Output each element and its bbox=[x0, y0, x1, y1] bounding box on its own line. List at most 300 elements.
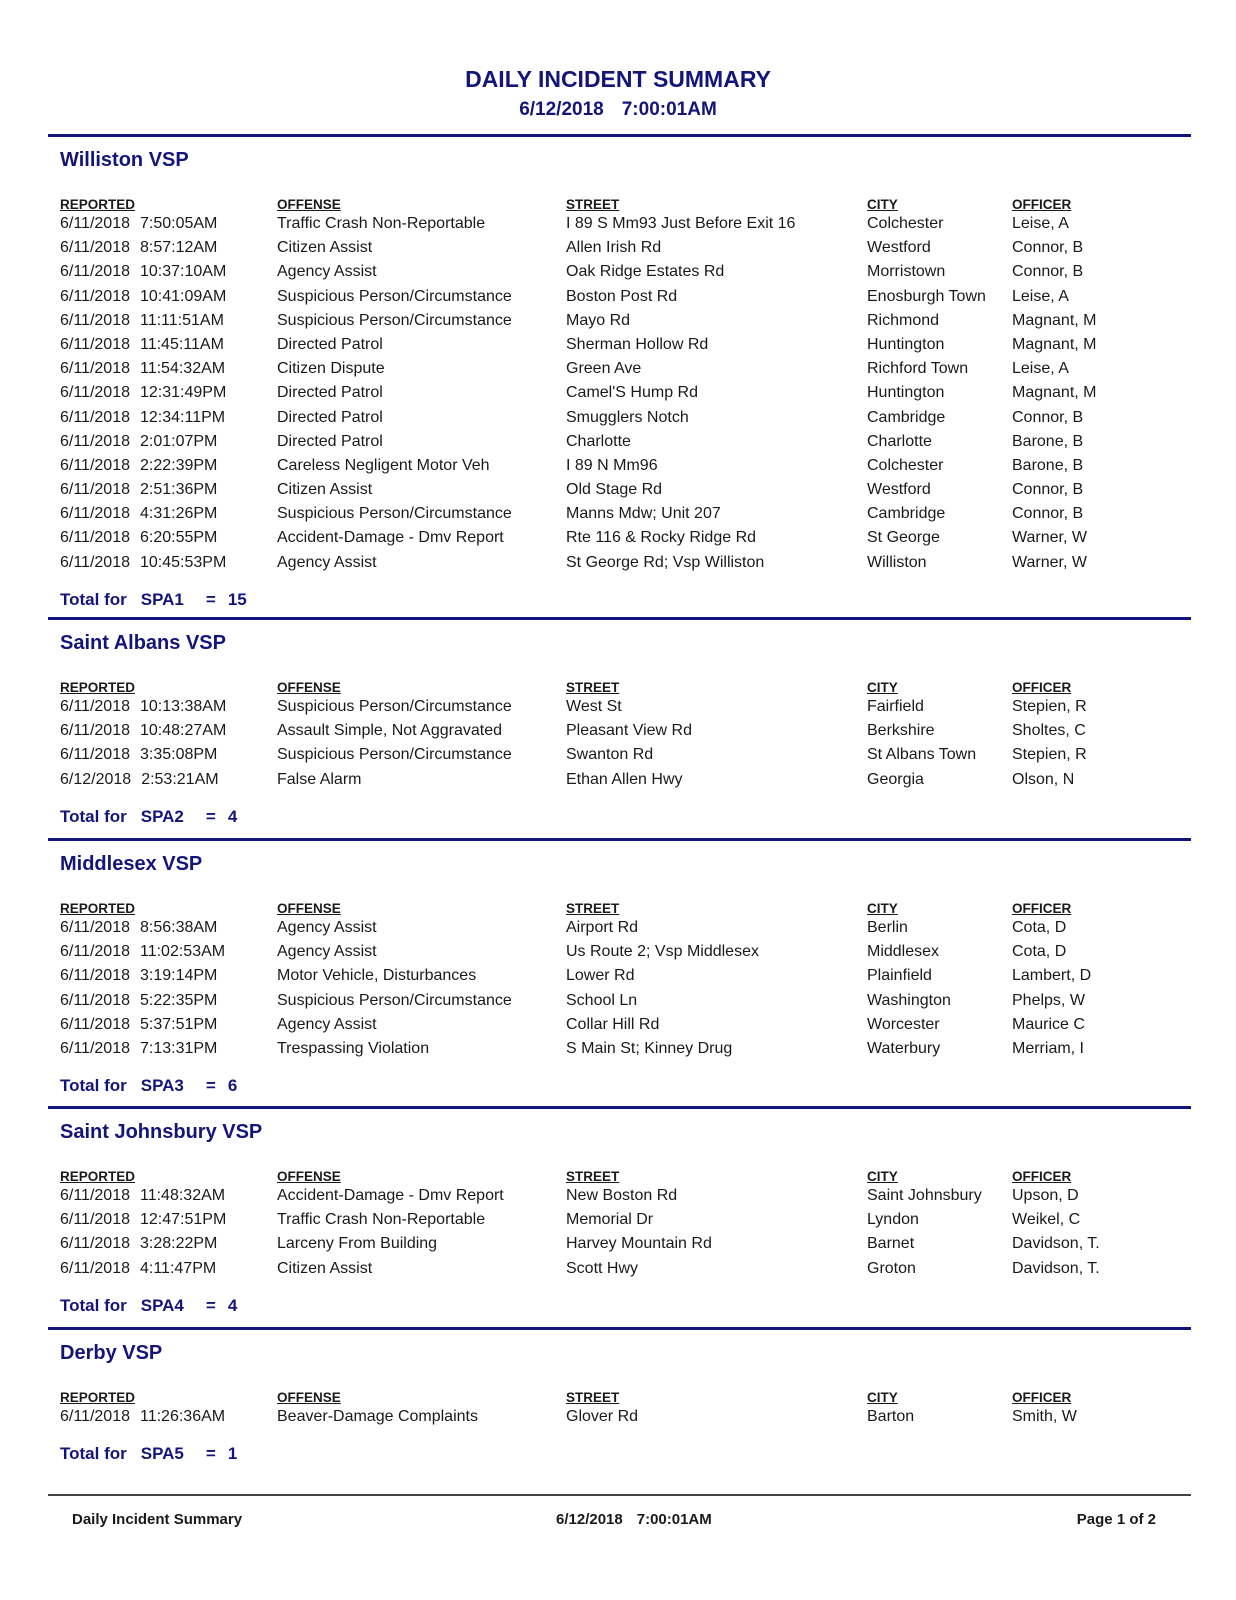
cell-officer: Magnant, M bbox=[1012, 335, 1097, 353]
reported-time: 3:35:08PM bbox=[140, 746, 218, 764]
cell-offense: Suspicious Person/Circumstance bbox=[277, 311, 512, 329]
cell-city: Berkshire bbox=[867, 722, 935, 740]
cell-offense: False Alarm bbox=[277, 770, 362, 788]
reported-date: 6/11/2018 bbox=[60, 505, 130, 523]
cell-offense: Directed Patrol bbox=[277, 335, 383, 353]
cell-street: Airport Rd bbox=[566, 919, 639, 936]
reported-date: 6/11/2018 bbox=[60, 722, 130, 740]
reported-time: 6:20:55PM bbox=[140, 529, 218, 547]
cell-street: Smugglers Notch bbox=[566, 408, 689, 426]
report-datetime bbox=[0, 95, 1236, 125]
table-row bbox=[0, 430, 1236, 454]
cell-officer: Cota, D bbox=[1012, 919, 1067, 936]
reported-time: 12:47:51PM bbox=[140, 1211, 227, 1229]
reported-time: 11:26:36AM bbox=[140, 1408, 226, 1425]
table-row bbox=[0, 478, 1236, 502]
cell-street: Rte 116 & Rocky Ridge Rd bbox=[566, 529, 757, 547]
cell-reported bbox=[60, 381, 226, 405]
cell-reported bbox=[60, 357, 225, 381]
reported-date: 6/11/2018 bbox=[60, 1039, 130, 1057]
header-street: STREET bbox=[566, 197, 620, 212]
cell-offense: Citizen Assist bbox=[277, 481, 373, 499]
reported-time: 11:45:11AM bbox=[140, 335, 224, 353]
cell-city: Fairfield bbox=[867, 698, 924, 715]
cell-offense: Motor Vehicle, Disturbances bbox=[277, 967, 477, 985]
reported-time: 5:22:35PM bbox=[140, 991, 218, 1009]
header-reported: REPORTED bbox=[60, 680, 136, 695]
cell-reported bbox=[60, 406, 225, 430]
table-row bbox=[0, 1257, 1236, 1281]
cell-reported bbox=[60, 430, 217, 454]
reported-date: 6/11/2018 bbox=[60, 481, 130, 499]
cell-city: Waterbury bbox=[867, 1039, 941, 1057]
cell-officer: Connor, B bbox=[1012, 408, 1084, 426]
table-row bbox=[0, 1184, 1236, 1208]
footer-divider bbox=[48, 1494, 1191, 1496]
table-row bbox=[0, 502, 1236, 526]
table-row bbox=[0, 1405, 1236, 1429]
cell-city: Huntington bbox=[867, 384, 945, 402]
cell-reported bbox=[60, 454, 217, 478]
cell-officer: Warner, W bbox=[1012, 553, 1087, 571]
cell-offense: Citizen Assist bbox=[277, 1259, 373, 1277]
reported-date: 6/11/2018 bbox=[60, 287, 130, 305]
cell-offense: Suspicious Person/Circumstance bbox=[277, 287, 512, 305]
header-reported: REPORTED bbox=[60, 1169, 136, 1184]
cell-city: Morristown bbox=[867, 263, 946, 281]
cell-city: Colchester bbox=[867, 215, 944, 232]
total-label: Total for bbox=[60, 806, 127, 826]
section-title: Saint Albans VSP bbox=[60, 632, 226, 654]
cell-street: Sherman Hollow Rd bbox=[566, 335, 709, 353]
cell-reported bbox=[60, 768, 219, 792]
header-reported: REPORTED bbox=[60, 197, 136, 212]
cell-reported bbox=[60, 695, 226, 719]
header-officer: OFFICER bbox=[1012, 901, 1072, 916]
total-equals: = bbox=[205, 806, 216, 826]
cell-offense: Traffic Crash Non-Reportable bbox=[277, 215, 486, 232]
table-row bbox=[0, 940, 1236, 964]
cell-offense: Directed Patrol bbox=[277, 408, 383, 426]
reported-date: 6/11/2018 bbox=[60, 553, 130, 571]
reported-time: 11:11:51AM bbox=[140, 311, 224, 329]
header-street: STREET bbox=[566, 901, 620, 916]
cell-city: Georgia bbox=[867, 770, 924, 788]
cell-street: Green Ave bbox=[566, 360, 642, 378]
table-row bbox=[0, 381, 1236, 405]
header-offense: OFFENSE bbox=[277, 680, 341, 695]
footer-date: 6/12/2018 bbox=[556, 1511, 623, 1528]
cell-officer: Leise, A bbox=[1012, 287, 1069, 305]
cell-offense: Accident-Damage - Dmv Report bbox=[277, 529, 504, 547]
reported-time: 10:45:53PM bbox=[140, 553, 227, 571]
cell-street: Lower Rd bbox=[566, 967, 635, 985]
incident-list bbox=[0, 1184, 1236, 1281]
cell-city: Enosburgh Town bbox=[867, 287, 986, 305]
header-officer: OFFICER bbox=[1012, 197, 1072, 212]
reported-date: 6/11/2018 bbox=[60, 746, 130, 764]
cell-reported bbox=[60, 1208, 226, 1232]
cell-city: Berlin bbox=[867, 919, 908, 936]
reported-date: 6/11/2018 bbox=[60, 456, 130, 474]
total-label: Total for bbox=[60, 1076, 127, 1096]
reported-time: 3:19:14PM bbox=[140, 967, 218, 985]
cell-officer: Davidson, T. bbox=[1012, 1259, 1100, 1277]
reported-time: 4:11:47PM bbox=[140, 1259, 217, 1277]
cell-offense: Agency Assist bbox=[277, 263, 377, 281]
header-city: CITY bbox=[867, 680, 898, 695]
section-divider bbox=[48, 838, 1191, 841]
cell-city: Westford bbox=[867, 481, 931, 499]
table-row bbox=[0, 719, 1236, 743]
table-row bbox=[0, 454, 1236, 478]
reported-time: 4:31:26PM bbox=[140, 505, 218, 523]
cell-street: Collar Hill Rd bbox=[566, 1015, 660, 1033]
cell-street: Charlotte bbox=[566, 432, 631, 450]
reported-date: 6/11/2018 bbox=[60, 263, 130, 281]
reported-date: 6/11/2018 bbox=[60, 335, 130, 353]
cell-offense: Larceny From Building bbox=[277, 1235, 438, 1253]
cell-street: Glover Rd bbox=[566, 1408, 639, 1425]
cell-reported bbox=[60, 1232, 217, 1256]
cell-officer: Magnant, M bbox=[1012, 311, 1097, 329]
reported-time: 8:56:38AM bbox=[140, 919, 218, 936]
cell-street: Boston Post Rd bbox=[566, 287, 678, 305]
cell-city: Richford Town bbox=[867, 360, 969, 378]
cell-city: Lyndon bbox=[867, 1211, 919, 1229]
section-total bbox=[60, 1295, 237, 1317]
cell-offense: Suspicious Person/Circumstance bbox=[277, 698, 512, 715]
cell-officer: Maurice C bbox=[1012, 1015, 1085, 1033]
total-code: SPA4 bbox=[140, 1295, 184, 1315]
cell-reported bbox=[60, 285, 226, 309]
cell-street: Swanton Rd bbox=[566, 746, 654, 764]
table-row bbox=[0, 964, 1236, 988]
cell-reported bbox=[60, 1257, 216, 1281]
total-equals: = bbox=[205, 1295, 216, 1315]
cell-offense: Suspicious Person/Circumstance bbox=[277, 991, 512, 1009]
cell-offense: Citizen Dispute bbox=[277, 360, 385, 378]
cell-officer: Connor, B bbox=[1012, 239, 1084, 257]
cell-street: Us Route 2; Vsp Middlesex bbox=[566, 943, 759, 961]
cell-reported bbox=[60, 333, 224, 357]
cell-officer: Barone, B bbox=[1012, 456, 1084, 474]
cell-city: Colchester bbox=[867, 456, 944, 474]
cell-officer: Phelps, W bbox=[1012, 991, 1085, 1009]
cell-street: I 89 N Mm96 bbox=[566, 456, 658, 474]
cell-officer: Connor, B bbox=[1012, 263, 1084, 281]
cell-city: Huntington bbox=[867, 335, 945, 353]
reported-date: 6/11/2018 bbox=[60, 1187, 130, 1204]
cell-reported bbox=[60, 309, 224, 333]
cell-city: Barton bbox=[867, 1408, 915, 1425]
cell-reported bbox=[60, 916, 217, 940]
table-row bbox=[0, 236, 1236, 260]
cell-officer: Smith, W bbox=[1012, 1408, 1077, 1425]
footer-page-number: Page 1 of 2 bbox=[1076, 1511, 1156, 1528]
cell-reported bbox=[60, 236, 217, 260]
section-divider bbox=[48, 134, 1191, 137]
report-header bbox=[0, 64, 1236, 125]
header-reported: REPORTED bbox=[60, 1390, 136, 1405]
table-row bbox=[0, 768, 1236, 792]
table-row bbox=[0, 1037, 1236, 1061]
cell-reported bbox=[60, 1037, 217, 1061]
reported-date: 6/11/2018 bbox=[60, 1259, 130, 1277]
header-offense: OFFENSE bbox=[277, 1169, 341, 1184]
cell-offense: Directed Patrol bbox=[277, 432, 383, 450]
cell-city: St Albans Town bbox=[867, 746, 977, 764]
header-street: STREET bbox=[566, 1390, 620, 1405]
section-divider bbox=[48, 1327, 1191, 1330]
reported-time: 5:37:51PM bbox=[140, 1015, 218, 1033]
cell-city: Plainfield bbox=[867, 967, 932, 985]
header-city: CITY bbox=[867, 1390, 898, 1405]
cell-street: School Ln bbox=[566, 991, 638, 1009]
total-code: SPA2 bbox=[140, 806, 184, 826]
header-street: STREET bbox=[566, 1169, 620, 1184]
total-code: SPA3 bbox=[140, 1076, 184, 1096]
cell-city: Cambridge bbox=[867, 505, 946, 523]
header-officer: OFFICER bbox=[1012, 1169, 1072, 1184]
cell-reported bbox=[60, 1405, 225, 1429]
footer-time: 7:00:01AM bbox=[636, 1511, 712, 1528]
cell-reported bbox=[60, 260, 226, 284]
cell-street: New Boston Rd bbox=[566, 1187, 678, 1204]
cell-offense: Agency Assist bbox=[277, 553, 377, 571]
reported-time: 11:02:53AM bbox=[140, 943, 226, 961]
reported-date: 6/11/2018 bbox=[60, 1408, 130, 1425]
table-row bbox=[0, 989, 1236, 1013]
reported-date: 6/11/2018 bbox=[60, 384, 130, 402]
section-title: Middlesex VSP bbox=[60, 853, 203, 875]
cell-reported bbox=[60, 502, 217, 526]
total-equals: = bbox=[205, 590, 216, 609]
reported-time: 11:48:32AM bbox=[140, 1187, 226, 1204]
cell-officer: Stepien, R bbox=[1012, 746, 1087, 764]
section-total bbox=[60, 1075, 237, 1097]
section-title: Saint Johnsbury VSP bbox=[60, 1121, 263, 1143]
reported-time: 10:41:09AM bbox=[140, 287, 227, 305]
reported-time: 2:51:36PM bbox=[140, 481, 218, 499]
reported-date: 6/12/2018 bbox=[60, 770, 132, 788]
reported-date: 6/11/2018 bbox=[60, 215, 130, 232]
footer-title: Daily Incident Summary bbox=[72, 1511, 243, 1528]
section-divider bbox=[48, 617, 1191, 620]
cell-street: Harvey Mountain Rd bbox=[566, 1235, 712, 1253]
reported-date: 6/11/2018 bbox=[60, 311, 130, 329]
header-street: STREET bbox=[566, 680, 620, 695]
reported-time: 10:37:10AM bbox=[140, 263, 227, 281]
table-row bbox=[0, 212, 1236, 236]
cell-reported bbox=[60, 478, 217, 502]
cell-city: Washington bbox=[867, 991, 951, 1009]
table-row bbox=[0, 285, 1236, 309]
cell-city: Cambridge bbox=[867, 408, 946, 426]
cell-city: Middlesex bbox=[867, 943, 940, 961]
cell-street: Oak Ridge Estates Rd bbox=[566, 263, 725, 281]
cell-reported bbox=[60, 212, 217, 236]
cell-officer: Weikel, C bbox=[1012, 1211, 1081, 1229]
cell-officer: Olson, N bbox=[1012, 770, 1075, 788]
section-title: Derby VSP bbox=[60, 1342, 163, 1364]
reported-date: 6/11/2018 bbox=[60, 529, 130, 547]
report-date: 6/12/2018 bbox=[519, 99, 604, 120]
cell-street: Camel'S Hump Rd bbox=[566, 384, 698, 402]
table-row bbox=[0, 260, 1236, 284]
section-total bbox=[60, 589, 247, 611]
cell-city: Saint Johnsbury bbox=[867, 1187, 982, 1204]
incident-list bbox=[0, 695, 1236, 792]
reported-time: 2:01:07PM bbox=[140, 432, 218, 450]
reported-time: 11:54:32AM bbox=[140, 360, 226, 378]
cell-officer: Leise, A bbox=[1012, 215, 1069, 232]
reported-time: 7:13:31PM bbox=[140, 1039, 218, 1057]
cell-street: Memorial Dr bbox=[566, 1211, 654, 1229]
table-row bbox=[0, 551, 1236, 575]
cell-officer: Magnant, M bbox=[1012, 384, 1097, 402]
cell-city: Charlotte bbox=[867, 432, 932, 450]
cell-street: Pleasant View Rd bbox=[566, 722, 692, 740]
table-row bbox=[0, 526, 1236, 550]
header-city: CITY bbox=[867, 197, 898, 212]
reported-date: 6/11/2018 bbox=[60, 967, 130, 985]
cell-officer: Cota, D bbox=[1012, 943, 1067, 961]
reported-time: 12:31:49PM bbox=[140, 384, 227, 402]
header-officer: OFFICER bbox=[1012, 1390, 1072, 1405]
cell-reported bbox=[60, 989, 217, 1013]
table-row bbox=[0, 916, 1236, 940]
cell-city: Richmond bbox=[867, 311, 940, 329]
cell-street: S Main St; Kinney Drug bbox=[566, 1039, 733, 1057]
cell-city: Worcester bbox=[867, 1015, 940, 1033]
cell-city: Williston bbox=[867, 553, 927, 571]
cell-offense: Traffic Crash Non-Reportable bbox=[277, 1211, 486, 1229]
header-offense: OFFENSE bbox=[277, 901, 341, 916]
cell-offense: Agency Assist bbox=[277, 943, 377, 961]
table-row bbox=[0, 333, 1236, 357]
cell-street: Scott Hwy bbox=[566, 1259, 639, 1277]
reported-date: 6/11/2018 bbox=[60, 1211, 130, 1229]
section-total bbox=[60, 806, 237, 828]
cell-offense: Careless Negligent Motor Veh bbox=[277, 456, 490, 474]
reported-time: 2:22:39PM bbox=[140, 456, 218, 474]
incident-list bbox=[0, 1405, 1236, 1429]
cell-street: Old Stage Rd bbox=[566, 481, 663, 499]
cell-city: Barnet bbox=[867, 1235, 915, 1253]
reported-date: 6/11/2018 bbox=[60, 432, 130, 450]
header-city: CITY bbox=[867, 1169, 898, 1184]
cell-officer: Sholtes, C bbox=[1012, 722, 1086, 740]
cell-reported bbox=[60, 743, 217, 767]
table-row bbox=[0, 1013, 1236, 1037]
cell-reported bbox=[60, 719, 226, 743]
table-row bbox=[0, 1232, 1236, 1256]
cell-street: Ethan Allen Hwy bbox=[566, 770, 683, 788]
total-label: Total for bbox=[60, 590, 127, 609]
total-count: 15 bbox=[227, 590, 247, 609]
cell-city: Westford bbox=[867, 239, 931, 257]
cell-street: Mayo Rd bbox=[566, 311, 631, 329]
cell-offense: Beaver-Damage Complaints bbox=[277, 1408, 478, 1425]
cell-city: St George bbox=[867, 529, 940, 547]
cell-street: Manns Mdw; Unit 207 bbox=[566, 505, 721, 523]
cell-offense: Suspicious Person/Circumstance bbox=[277, 505, 512, 523]
cell-officer: Barone, B bbox=[1012, 432, 1084, 450]
cell-city: Groton bbox=[867, 1259, 916, 1277]
reported-date: 6/11/2018 bbox=[60, 1015, 130, 1033]
cell-officer: Stepien, R bbox=[1012, 698, 1087, 715]
total-count: 4 bbox=[227, 1295, 238, 1315]
total-equals: = bbox=[205, 1444, 216, 1464]
table-row bbox=[0, 743, 1236, 767]
cell-officer: Warner, W bbox=[1012, 529, 1087, 547]
incident-list bbox=[0, 212, 1236, 575]
table-row bbox=[0, 357, 1236, 381]
total-label: Total for bbox=[60, 1295, 127, 1315]
report-time: 7:00:01AM bbox=[621, 99, 717, 120]
cell-reported bbox=[60, 551, 226, 575]
cell-street: I 89 S Mm93 Just Before Exit 16 bbox=[566, 215, 796, 232]
cell-offense: Trespassing Violation bbox=[277, 1039, 430, 1057]
cell-officer: Connor, B bbox=[1012, 505, 1084, 523]
cell-officer: Connor, B bbox=[1012, 481, 1084, 499]
header-officer: OFFICER bbox=[1012, 680, 1072, 695]
total-code: SPA1 bbox=[140, 590, 184, 609]
cell-officer: Davidson, T. bbox=[1012, 1235, 1100, 1253]
section-title: Williston VSP bbox=[60, 149, 189, 171]
reported-date: 6/11/2018 bbox=[60, 991, 130, 1009]
section-divider bbox=[48, 1106, 1191, 1109]
header-city: CITY bbox=[867, 901, 898, 916]
reported-date: 6/11/2018 bbox=[60, 698, 130, 715]
table-row bbox=[0, 309, 1236, 333]
cell-offense: Citizen Assist bbox=[277, 239, 373, 257]
reported-time: 12:34:11PM bbox=[140, 408, 226, 426]
cell-reported bbox=[60, 526, 217, 550]
reported-time: 2:53:21AM bbox=[141, 770, 219, 788]
cell-street: St George Rd; Vsp Williston bbox=[566, 553, 765, 571]
reported-time: 3:28:22PM bbox=[140, 1235, 218, 1253]
cell-offense: Agency Assist bbox=[277, 919, 377, 936]
cell-officer: Leise, A bbox=[1012, 360, 1069, 378]
table-row bbox=[0, 406, 1236, 430]
cell-reported bbox=[60, 940, 225, 964]
reported-time: 10:48:27AM bbox=[140, 722, 227, 740]
cell-reported bbox=[60, 1184, 225, 1208]
cell-offense: Agency Assist bbox=[277, 1015, 377, 1033]
reported-date: 6/11/2018 bbox=[60, 408, 130, 426]
header-offense: OFFENSE bbox=[277, 197, 341, 212]
section-total bbox=[60, 1443, 237, 1465]
reported-time: 8:57:12AM bbox=[140, 239, 218, 257]
reported-time: 7:50:05AM bbox=[140, 215, 218, 232]
cell-offense: Directed Patrol bbox=[277, 384, 383, 402]
incident-list bbox=[0, 916, 1236, 1061]
table-row bbox=[0, 1208, 1236, 1232]
reported-time: 10:13:38AM bbox=[140, 698, 227, 715]
total-label: Total for bbox=[60, 1444, 127, 1464]
total-code: SPA5 bbox=[140, 1444, 184, 1464]
cell-offense: Assault Simple, Not Aggravated bbox=[277, 722, 503, 740]
cell-reported bbox=[60, 1013, 217, 1037]
reported-date: 6/11/2018 bbox=[60, 360, 130, 378]
cell-officer: Merriam, I bbox=[1012, 1039, 1084, 1057]
total-equals: = bbox=[205, 1076, 216, 1096]
reported-date: 6/11/2018 bbox=[60, 943, 130, 961]
footer-datetime bbox=[556, 1510, 712, 1530]
cell-officer: Lambert, D bbox=[1012, 967, 1092, 985]
